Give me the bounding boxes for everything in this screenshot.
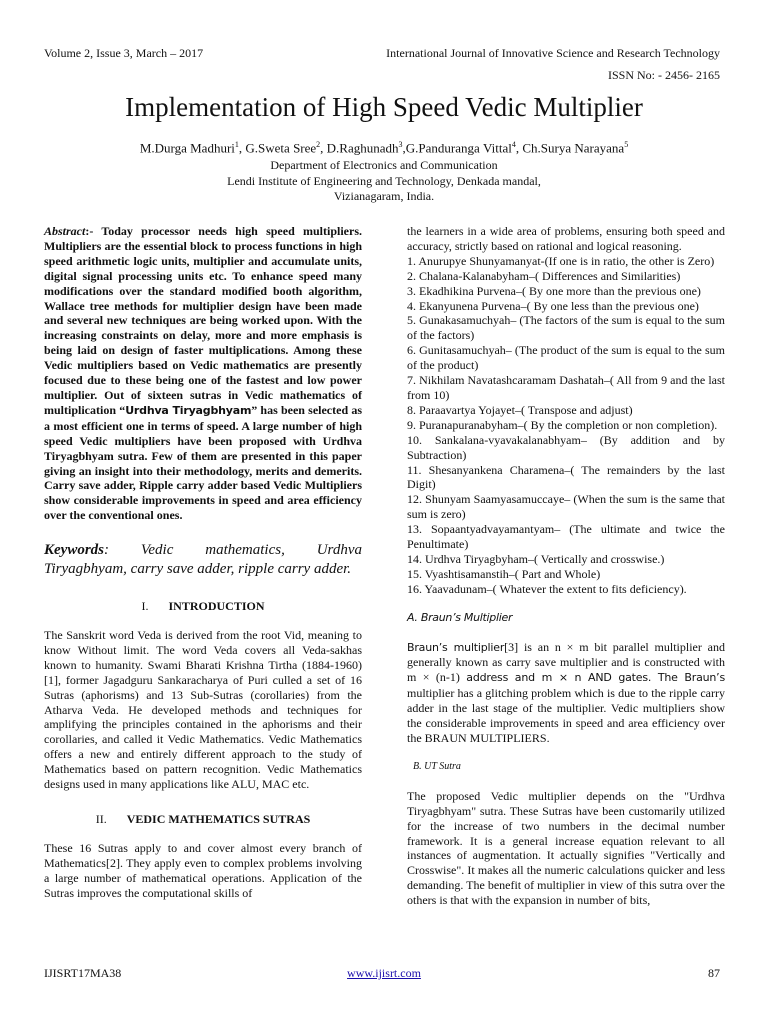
abstract-text-cont: ” has been selected as a most efficient one in terms of speed. A large number of high speed Vedic multipliers have been proposed with Urdhva Tiryagbhyam sutra. Few of them are presented in this paper giving an insight into their methodology, merits and demerits. Carry save adder, Ripple carry adder based Vedic Multipliers show considerable improvements in speed and area efficiency over the conventional ones.: [44, 402, 362, 523]
author-name: D.Raghunadh: [326, 140, 399, 156]
sutra-item: 11. Shesanyankena Charamena–( The remainders by the last Digit): [407, 462, 725, 492]
sutra-item: 16. Yaavadunam–( Whatever the extent to fits deficiency).: [407, 581, 687, 596]
affiliation-location: Vizianagaram, India.: [333, 189, 435, 203]
abstract-label: Abstract: [44, 224, 86, 238]
affiliation-department: Department of Electronics and Communication: [270, 158, 498, 172]
sutra-item: 5. Gunakasamuchyah– (The factors of the sum is equal to the sum of the factors): [407, 313, 725, 343]
sutra-item: 9. Puranapuranabyham–( By the completion or non completion).: [407, 417, 718, 432]
author-sup: 5: [624, 140, 629, 149]
section-number: II.: [95, 812, 107, 826]
braun-mono: address and m × n AND gates. The Braun’s: [466, 671, 725, 685]
footer-page-number: 87: [708, 966, 720, 980]
braun-body: [407, 640, 725, 746]
section-title: INTRODUCTION: [168, 599, 265, 614]
sutra-item: 14. Urdhva Tiryagbyham–( Vertically and crosswise.): [407, 551, 665, 566]
keywords-text: : Vedic mathematics, Urdhva Tiryagbhyam, carry save adder, ripple carry adder.: [44, 542, 362, 578]
braun-text-cont: multiplier has a glitching problem which is due to the ripple carry adder in the last stage of the multiplier. Vedic multipliers show the considerable improvements in speed and area efficiency over the BRAUN MULTIPLIERS.: [407, 686, 725, 745]
sutras-body-continuation: the learners in a wide area of problems, ensuring both speed and accuracy, strictly based on rational and logical reasoning.: [407, 224, 725, 253]
sutra-item: 8. Paraavartya Yojayet–( Transpose and adjust): [407, 402, 633, 417]
header-volume: Volume 2, Issue 3, March – 2017: [44, 46, 204, 60]
section-heading-sutras: [44, 812, 362, 827]
author-sup: 4: [511, 140, 516, 149]
footer-url-link[interactable]: www.ijisrt.com: [347, 966, 421, 980]
header-journal: International Journal of Innovative Science and Research Technology: [386, 46, 720, 60]
sutra-item: 2. Chalana-Kalanabyham–( Differences and Similarities): [407, 268, 681, 283]
section-heading-introduction: [44, 599, 362, 614]
footer-code: IJISRT17MA38: [44, 966, 122, 980]
abstract: [44, 224, 362, 523]
braun-text: [3] is an n × m bit parallel multiplier and generally known as carry save multiplier and is constructed with m × (n-1): [407, 639, 725, 685]
right-column: [407, 224, 725, 908]
author-sup: 2: [316, 140, 321, 149]
sutras-body: These 16 Sutras apply to and cover almost every branch of Mathematics[2]. They apply even to complex problems involving a large number of mathematical operations. Application of the Sutras improves the computational skills of: [44, 840, 362, 900]
keywords: [44, 541, 362, 579]
author-name: M.Durga Madhuri: [139, 140, 235, 156]
header-issn: ISSN No: - 2456- 2165: [607, 68, 720, 82]
author-sup: 3: [398, 140, 403, 149]
author-name: Ch.Surya Narayana: [522, 140, 625, 156]
introduction-body: The Sanskrit word Veda is derived from the root Vid, meaning to know Without limit. The word Veda covers all Veda-sakhas known to humanity. Swami Bharati Krishna Tirtha (1884-1960)[1], former Jagadguru Sankaracharya of Puri culled a set of 16 Sutras (aphorisms) and 13 Sub-Sutras (corollaries) from the Atharva Veda. He developed methods and techniques for amplifying the principles contained in the aphorisms and their corollaries, and called it Vedic Mathematics. Vedic Mathematics offers a new and entirely different approach to the study of Mathematics based on pattern recognition. Vedic Mathematics designs used in many applications like ALU, MAC etc.: [44, 628, 362, 792]
author-name: G.Pandurangа Vittal: [405, 140, 512, 156]
sutra-item: 10. Sankalana-vyavakalanabhyam– (By addition and by Subtraction): [407, 432, 725, 462]
abstract-text: :- Today processor needs high speed multipliers. Multipliers are the essential block to process functions in high speed arithmetic logic units, multiplier and accumulate units, digital signal processing units etc. To enhance speed many modifications over the standard modified booth algorithm, Wallace tree methods for multiplier design have been made and several new techniques are being worked upon. With the increasing constraints on delay, more and more emphasis is being laid on design of faster multiplications. Among these Vedic multipliers based on Vedic mathematics are presently focused due to these being one of the fastest and low power multiplier. Out of sixteen sutras in Vedic mathematics of multiplication “: [44, 224, 362, 417]
sutra-item: 12. Shunyam Saamyasamuccaye– (When the sum is the same that sum is zero): [407, 492, 725, 522]
affiliation: [0, 158, 768, 205]
subsection-heading-braun: A. Braun’s Multiplier: [407, 610, 513, 624]
paper-title: Implementation of High Speed Vedic Multiplier: [125, 92, 643, 122]
sutra-item: 3. Ekadhikina Purvena–( By one more than the previous one): [407, 283, 701, 298]
braun-lead: Braun’s multiplier: [407, 640, 505, 654]
ut-sutra-body: The proposed Vedic multiplier depends on the "Urdhva Tiryagbhyam" sutra. These Sutras have been customarily utilized for the increase of two numbers in the decimal number framework. It is a general increase equation relevant to all instances of augmentation. It actually signifies "Vertically and Crosswise". It makes all the numeric calculations quicker and less demanding. The benefit of multiplier in view of this sutra over the others is that with the expansion in number of bits,: [407, 788, 725, 908]
subsection-heading-ut-sutra: B. UT Sutra: [413, 760, 461, 772]
footer-url-wrap: [0, 966, 768, 981]
sutra-item: 4. Ekanyunena Purvena–( By one less than the previous one): [407, 298, 699, 313]
section-number: I.: [141, 599, 149, 614]
sutra-item: 13. Sopaantyadvayamantyam– (The ultimate and twice the Penultimate): [407, 522, 725, 552]
sutra-item: 15. Vyashtisamanstih–( Part and Whole): [407, 566, 601, 581]
abstract-highlight: Urdhva Tiryagbhyam: [125, 403, 252, 417]
author-list: M.Durga Madhuri$^1$, G.Sweta Sree$^2$, D.Raghunadh$^3$,G.Pandurangа Vittal$^4$, Ch.Surya Narayana$^5$: [139, 140, 629, 156]
sutra-item: 1. Anurupye Shunyamanyat-(If one is in ratio, the other is Zero): [407, 253, 715, 268]
sutra-item: 7. Nikhilam Navatashcaramam Dashatah–( All from 9 and the last from 10): [407, 373, 725, 402]
section-title: VEDIC MATHEMATICS SUTRAS: [126, 812, 311, 826]
author-sup: 1: [234, 140, 239, 149]
sutra-item: 6. Gunitasamuchyah– (The product of the sum is equal to the sum of the product): [407, 343, 725, 373]
affiliation-institute: Lendi Institute of Engineering and Technology, Denkada mandal,: [227, 173, 541, 188]
keywords-label: Keywords: [44, 542, 104, 559]
author-name: G.Sweta Sree: [245, 140, 317, 156]
left-column: [44, 224, 362, 901]
